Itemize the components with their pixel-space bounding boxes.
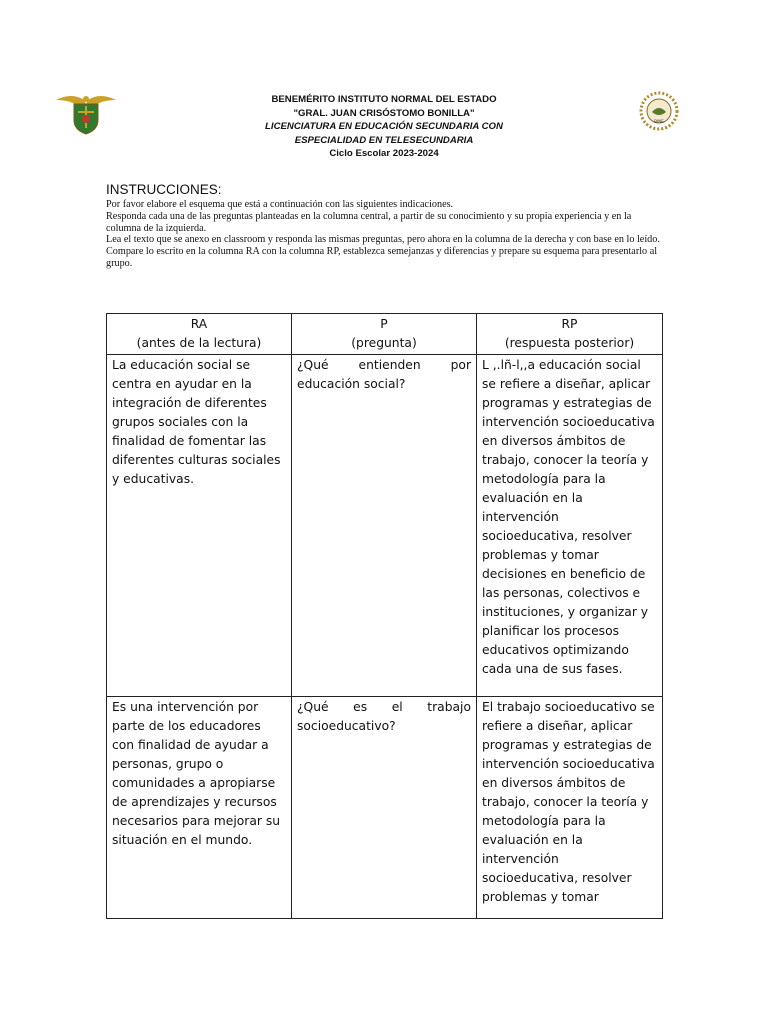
cell-p: ¿Qué es el trabajo socioeducativo?	[292, 697, 477, 919]
instruction-line: Por favor elabore el esquema que está a continuación con las siguientes indicaciones.	[106, 199, 454, 210]
eagle-shield-logo	[54, 86, 118, 136]
document-header	[150, 93, 618, 161]
cell-ra: Es una intervención por parte de los educadores con finalidad de ayudar a personas, grupo o comunidades a apropiarse de aprendizajes y recursos necesarios para mejorar su situación en el mundo.	[107, 697, 292, 919]
header-ra: RA (antes de la lectura)	[107, 314, 292, 355]
school-year: Ciclo Escolar 2023-2024	[329, 148, 439, 160]
institution-name: BENEMÉRITO INSTITUTO NORMAL DEL ESTADO	[271, 94, 497, 105]
svg-text:BINE: BINE	[654, 119, 664, 124]
cell-rp: El trabajo socioeducativo se refiere a diseñar, aplicar programas y estrategias de intervención socioeducativa en diversos ámbitos de trabajo, conocer la teoría y metodología para la evaluación en la intervención socioeducativa, resolver problemas y tomar	[477, 697, 663, 919]
cell-rp: L ,.lñ-l,,a educación social se refiere a diseñar, aplicar programas y estrategias de intervención socioeducativa en diversos ámbitos de trabajo, conocer la teoría y metodología para la evaluación en la intervención socioeducativa, resolver problemas y tomar decisiones en beneficio de las personas, colectivos e instituciones, y organizar y planificar los procesos educativos optimizando cada una de sus fases.	[477, 355, 663, 697]
table-row	[107, 355, 663, 697]
table-row	[107, 697, 663, 919]
cell-p: ¿Qué entienden por educación social?	[292, 355, 477, 697]
header-rp: RP (respuesta posterior)	[477, 314, 663, 355]
ra-p-rp-table	[106, 313, 663, 919]
round-seal-logo	[638, 90, 680, 132]
program-name: LICENCIATURA EN EDUCACIÓN SECUNDARIA CON	[265, 121, 503, 133]
program-specialty: ESPECIALIDAD EN TELESECUNDARIA	[294, 134, 474, 146]
header-p: P (pregunta)	[292, 314, 477, 355]
instruction-line: Compare lo escrito en la columna RA con la columna RP, establezca semejanzas y diferencias y prepare su esquema para presentarlo al grupo.	[106, 246, 658, 269]
instructions-body	[106, 199, 662, 270]
institution-subtitle: "GRAL. JUAN CRISÓSTOMO BONILLA"	[293, 107, 475, 119]
instruction-line: Lea el texto que se anexo en classroom y responda las mismas preguntas, pero ahora en la columna de la derecha y con base en lo leído.	[106, 234, 660, 246]
instructions-title: INSTRUCCIONES:	[106, 182, 222, 197]
cell-ra: La educación social se centra en ayudar en la integración de diferentes grupos sociales con la finalidad de fomentar las diferentes culturas sociales y educativas.	[107, 355, 292, 697]
table-header-row	[107, 314, 663, 355]
instruction-line: Responda cada una de las preguntas planteadas en la columna central, a partir de su conocimiento y su propia experiencia y en la columna de la izquierda.	[106, 210, 632, 234]
